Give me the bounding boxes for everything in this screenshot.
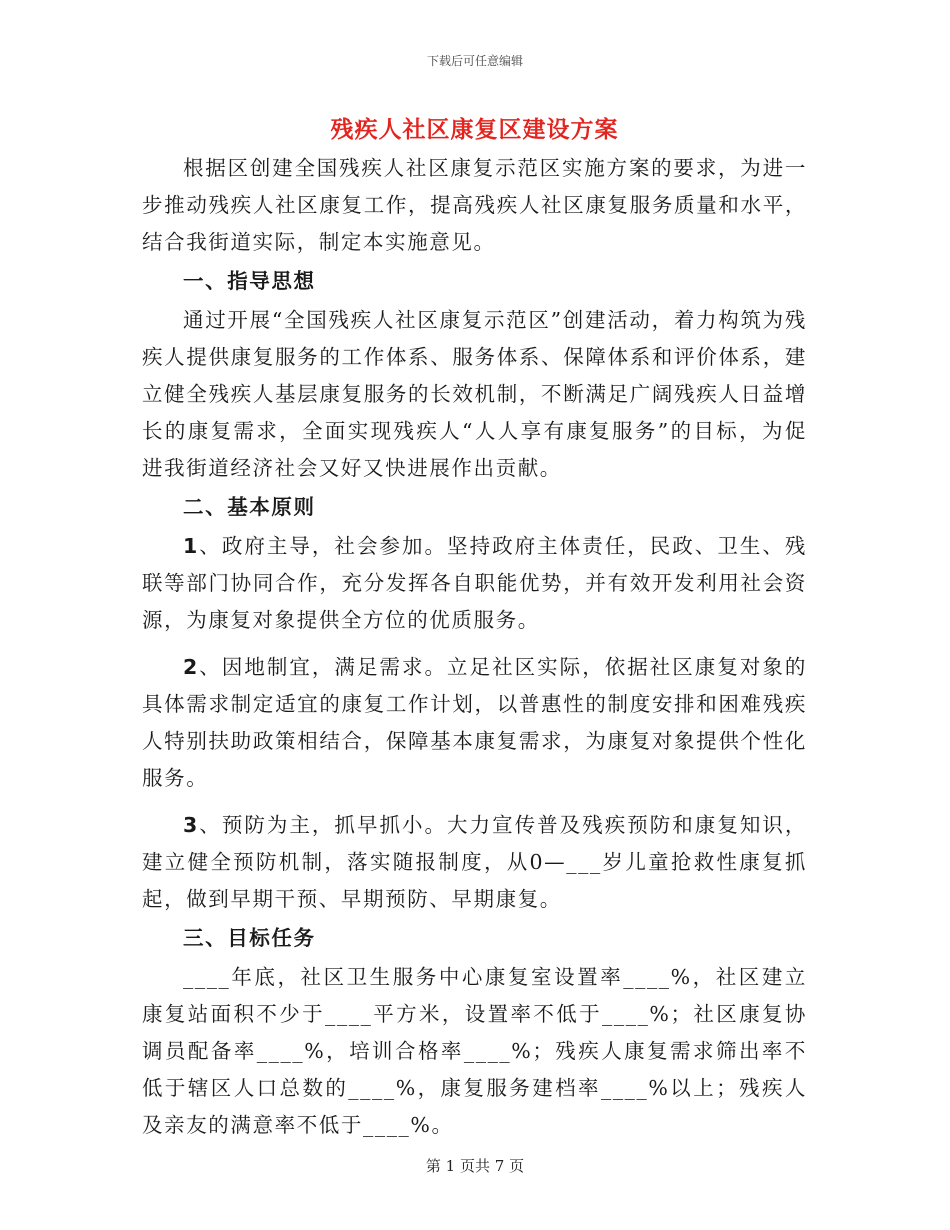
section-paragraph-guiding-ideology: 通过开展“全国残疾人社区康复示范区”创建活动，着力构筑为残疾人提供康复服务的工作体系、服务体系、保障体系和评价体系，建立健全残疾人基层康复服务的长效机制，不断满足广阔残疾人日益增长的康复需求，全面实现残疾人“人人享有康复服务”的目标，为促进我街道经济社会又好又快进展作出贡献。 (142, 308, 807, 480)
principle-text: 、政府主导，社会参加。坚持政府主体责任，民政、卫生、残联等部门协同合作，充分发挥各自职能优势，并有效开发利用社会资源，为康复对象提供全方位的优质服务。 (142, 534, 807, 632)
principle-number: 1 (183, 534, 199, 558)
section-paragraph-goals-tasks: ____年底，社区卫生服务中心康复室设置率____%，社区建立康复站面积不少于____平方米，设置率不低于____%；社区康复协调员配备率____%，培训合格率____%；残疾人康复需求筛出率不低于辖区人口总数的____%，康复服务建档率____%以上；残疾人及亲友的满意率不低于____%。 (142, 965, 807, 1137)
document-title: 残疾人社区康复区建设方案 (330, 116, 619, 143)
document-body (142, 110, 807, 1144)
principle-item (142, 528, 807, 639)
principle-item (142, 807, 807, 918)
section-heading-goals-tasks: 三、目标任务 (183, 926, 316, 950)
section-heading-basic-principles: 二、基本原则 (183, 495, 316, 519)
page-number-footer: 第 1 页共 7 页 (425, 1157, 525, 1175)
intro-paragraph: 根据区创建全国残疾人社区康复示范区实施方案的要求，为进一步推动残疾人社区康复工作，提高残疾人社区康复服务质量和水平，结合我街道实际，制定本实施意见。 (142, 156, 807, 254)
section-heading-guiding-ideology: 一、指导思想 (183, 269, 316, 293)
page-header-note: 下载后可任意编辑 (426, 54, 523, 68)
principle-text: 、因地制宜，满足需求。立足社区实际，依据社区康复对象的具体需求制定适宜的康复工作计划，以普惠性的制度安排和困难残疾人特别扶助政策相结合，保障基本康复需求，为康复对象提供个性化服务。 (142, 655, 807, 790)
principle-number: 3 (183, 813, 199, 837)
principle-item (142, 649, 807, 797)
principle-number: 2 (183, 655, 199, 679)
principle-text: 、预防为主，抓早抓小。大力宣传普及残疾预防和康复知识，建立健全预防机制，落实随报制度，从0—___岁儿童抢救性康复抓起，做到早期干预、早期预防、早期康复。 (142, 813, 807, 911)
